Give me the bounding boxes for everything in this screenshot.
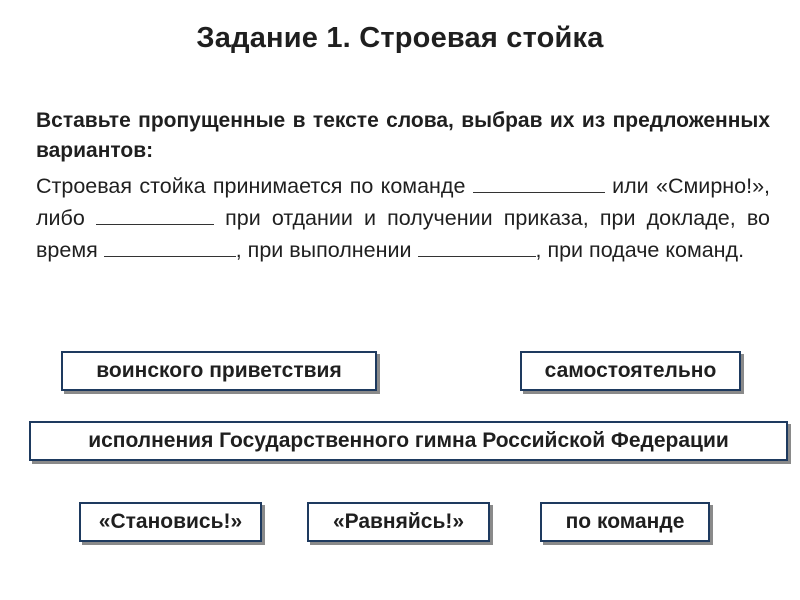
text-part-3: при отдании и получении приказа, при докладе, во время xyxy=(36,206,770,262)
text-part-5: , при подаче команд. xyxy=(535,238,745,262)
blank-field-1[interactable] xyxy=(473,172,605,193)
option-stanovis[interactable]: «Становись!» xyxy=(79,502,262,542)
text-part-1: Строевая стойка принимается по команде xyxy=(36,174,473,198)
task-text xyxy=(36,170,770,266)
text-part-4: , при выполнении xyxy=(235,238,418,262)
option-po-komande[interactable]: по команде xyxy=(540,502,710,542)
task-instruction: Вставьте пропущенные в тексте слова, выбрав их из предложенных вариантов: xyxy=(36,109,770,162)
option-samostoyatelno[interactable]: самостоятельно xyxy=(520,351,741,391)
option-voinskogo-privetstviya[interactable]: воинского приветствия xyxy=(61,351,377,391)
blank-field-2[interactable] xyxy=(96,204,214,225)
option-ravnyais[interactable]: «Равняйсь!» xyxy=(307,502,490,542)
blank-field-3[interactable] xyxy=(104,236,236,257)
option-ispolneniya-gimna[interactable]: исполнения Государственного гимна Российской Федерации xyxy=(29,421,788,461)
text-part-2: или «Смирно!», либо xyxy=(36,174,771,230)
page-title: Задание 1. Строевая стойка xyxy=(196,22,604,54)
blank-field-4[interactable] xyxy=(418,236,536,257)
